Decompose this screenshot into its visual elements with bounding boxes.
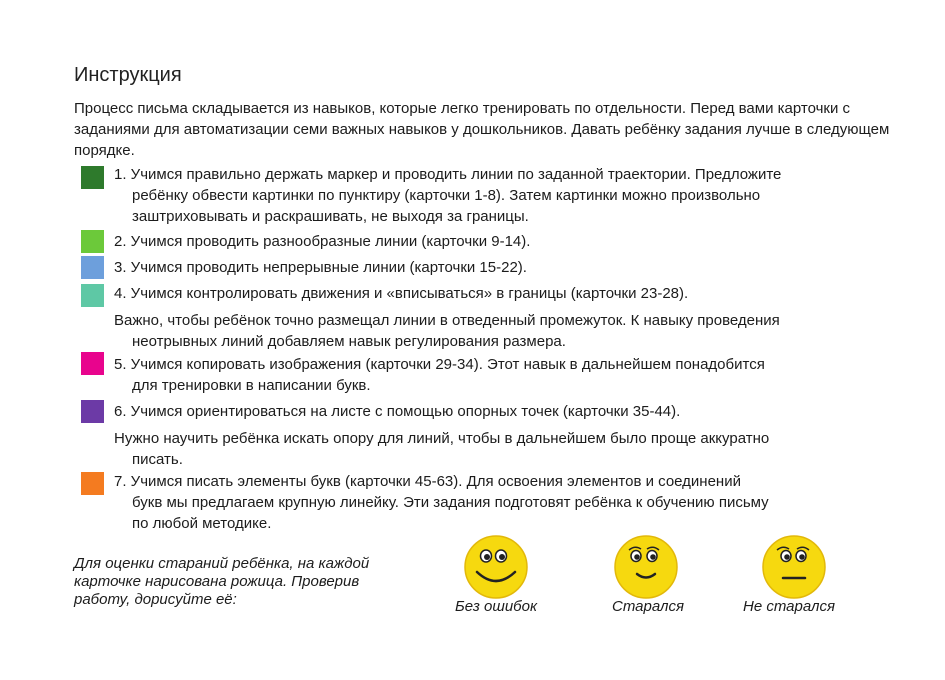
list-item-7: [114, 471, 894, 534]
item-7-line2: букв мы предлагаем крупную линейку. Эти задания подготовят ребёнка к обучению письму: [132, 494, 769, 511]
note-4-line1: Важно, чтобы ребёнок точно размещал линии в отведенный промежуток. К навыку проведения: [114, 312, 780, 329]
color-square-4: [81, 284, 104, 307]
item-2-line1: 2. Учимся проводить разнообразные линии (карточки 9-14).: [114, 233, 531, 250]
list-item-3: [114, 257, 894, 278]
note-4: [114, 310, 894, 352]
color-square-2: [81, 230, 104, 253]
item-4-line1: 4. Учимся контролировать движения и «вписываться» в границы (карточки 23-28).: [114, 285, 689, 302]
face-label-tried: Старался: [612, 598, 684, 615]
list-item-2: [114, 231, 894, 252]
face-label-no-errors: Без ошибок: [454, 598, 538, 615]
neutral-face-icon: [761, 534, 827, 600]
item-7-line3: по любой методике.: [132, 515, 272, 532]
note-4-line2: неотрывных линий добавляем навык регулирования размера.: [132, 333, 566, 350]
item-5-line2: для тренировки в написании букв.: [132, 377, 371, 394]
list-item-6: [114, 401, 894, 422]
item-6-line1: 6. Учимся ориентироваться на листе с помощью опорных точек (карточки 35-44).: [114, 403, 681, 420]
item-3-line1: 3. Учимся проводить непрерывные линии (карточки 15-22).: [114, 259, 527, 276]
face-label-did-not-try: Не старался: [743, 598, 835, 615]
item-1-line2: ребёнку обвести картинки по пунктиру (карточки 1-8). Затем картинки можно произвольно: [132, 187, 761, 204]
color-square-5: [81, 352, 104, 375]
color-square-6: [81, 400, 104, 423]
note-6-line1: Нужно научить ребёнка искать опору для линий, чтобы в дальнейшем было проще аккуратно: [114, 430, 770, 447]
list-item-1: [114, 164, 894, 227]
item-1-line3: заштриховывать и раскрашивать, не выходя за границы.: [132, 208, 529, 225]
color-square-3: [81, 256, 104, 279]
note-6: [114, 428, 894, 470]
item-1-line1: 1. Учимся правильно держать маркер и проводить линии по заданной траектории. Предложите: [114, 166, 782, 183]
small-smile-face-icon: [613, 534, 679, 600]
page-title: Инструкция: [74, 64, 182, 86]
item-7-line1: 7. Учимся писать элементы букв (карточки 45-63). Для освоения элементов и соединений: [114, 473, 741, 490]
list-item-4: [114, 283, 894, 304]
big-smile-face-icon: [463, 534, 529, 600]
footer-note: Для оценки стараний ребёнка, на каждой карточке нарисована рожица. Проверив работу, дорисуйте её:: [74, 555, 370, 608]
color-square-7: [81, 472, 104, 495]
note-6-line2: писать.: [132, 451, 183, 468]
color-square-1: [81, 166, 104, 189]
item-5-line1: 5. Учимся копировать изображения (карточки 29-34). Этот навык в дальнейшем понадобится: [114, 356, 765, 373]
intro-paragraph: Процесс письма складывается из навыков, которые легко тренировать по отдельности. Перед вами карточки с заданиями для автоматизации семи важных навыков у дошкольников. Давать ребёнку задания лучше в следующем порядке.: [74, 100, 890, 159]
list-item-5: [114, 354, 894, 396]
